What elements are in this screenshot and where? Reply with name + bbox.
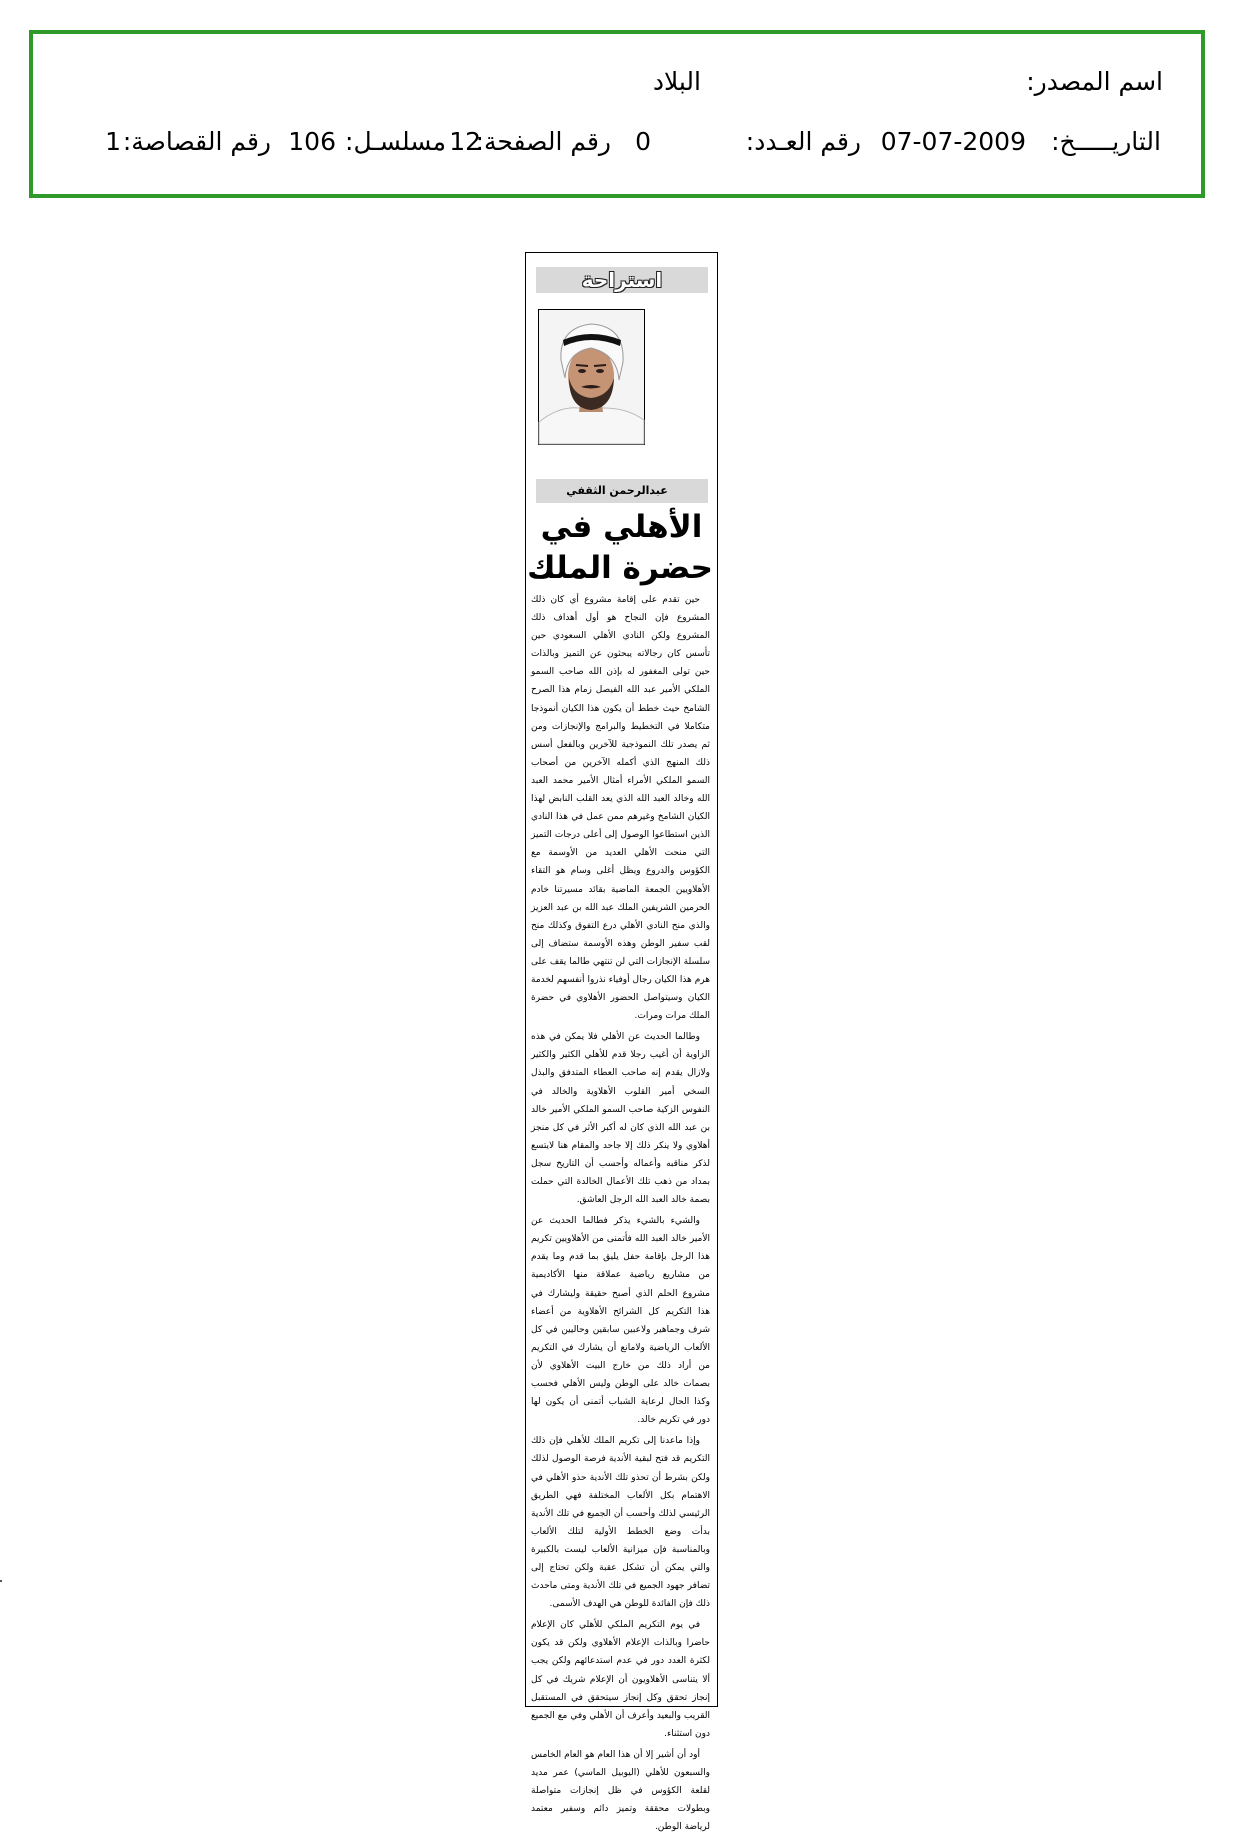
article-clipping xyxy=(525,252,718,1833)
source-value: البلاد xyxy=(652,67,701,96)
metadata-row-details xyxy=(33,122,1201,162)
page-value: 12 xyxy=(449,127,481,156)
author-name: عبدالرحمن الثقفي xyxy=(566,484,668,497)
article-headline xyxy=(527,507,713,589)
author-portrait-image xyxy=(539,310,644,444)
metadata-row-source xyxy=(33,62,1201,102)
article-paragraph: وطالما الحديث عن الأهلي فلا يمكن في هذه الزاوية أن أغيب رجلا قدم للأهلي الكثير والكثير ولازال يقدم إنه صاحب العطاء المتدفق والبذل السخي أمير القلوب الأهلاوية والخالد في النفوس الزكية صاحب السمو الملكي الأمير خالد بن عبد الله الذي كان له أكبر الأثر في كل منجز أهلاوي ولا ينكر ذلك إلا جاحد والمقام هنا لايتسع لذكر مناقبه وأعماله وأحسب أن التاريخ سجل بمداد من ذهب تلك الأعمال الخالدة التي حملت بصمة خالد العبد الله الرجل العاشق. xyxy=(531,1032,710,1206)
issue-value: 0 xyxy=(635,127,651,156)
headline-line-2: حضرة الملك xyxy=(527,550,713,586)
article-paragraph: أود أن أشير إلا أن هذا العام هو العام الخامس والسبعون للأهلي (اليوبيل الماسي) عمر مديد لقلعة الكؤوس في ظل إنجازات متواصلة وبطولات محققة وتميز دائم وسفير معتمد لرياضة الوطن. xyxy=(531,1749,710,1833)
serial-label: مسلسـل: xyxy=(345,127,446,156)
article-paragraph: وإذا ماعدنا إلى تكريم الملك للأهلي فإن ذلك التكريم قد فتح لبقية الأندية فرصة الوصول لذلك ولكن بشرط أن تحذو تلك الأندية حذو الأهلي في الاهتمام بكل الألعاب المختلفة فهي الطريق الرئيسي لذلك وأحسب أن الجميع في تلك الأندية بدأت وضع الخطط الأولية لتلك الألعاب وبالمناسبة فإن ميزانية الألعاب ليست بالكبيرة والتي يمكن أن تشكل عقبة ولكن تحتاج إلى تضافر جهود الجميع في تلك الأندية ومتى ماحدث ذلك فإن الفائدة للوطن هي الهدف الأسمى. xyxy=(531,1436,710,1610)
page-label: رقم الصفحة: xyxy=(475,127,611,156)
author-photo xyxy=(538,309,645,445)
issue-label: رقم العـدد: xyxy=(745,127,861,156)
section-title: استراحة xyxy=(581,268,663,292)
article-paragraph: في يوم التكريم الملكي للأهلي كان الإعلام حاضرا وبالذات الإعلام الأهلاوي ولكن قد يكون لكثرة العدد دور في عدم استدعائهم ولكن يجب ألا يتناسى الأهلاويون أن الإعلام شريك في كل إنجاز تحقق وكل إنجاز سيتحقق في المستقبل القريب والبعيد وأعرف أن الأهلي وفي مع الجميع دون استثناء. xyxy=(531,1620,710,1739)
clipping-label: رقم القصاصة: xyxy=(122,127,271,156)
source-metadata-box xyxy=(29,30,1205,198)
article-paragraph: والشيء بالشيء يذكر فطالما الحديث عن الأمير خالد العبد الله فأتمنى من الأهلاويين تكريم هذا الرجل بإقامة حفل يليق بما قدم وما يقدم من مشاريع رياضية عملاقة منها الأكاديمية مشروع الحلم الذي أصبح حقيقة وليشارك في هذا التكريم كل الشرائح الأهلاوية من أعضاء شرف وجماهير ولاعبين سابقين وحاليين في كل الألعاب الرياضية ولامانع أن يشارك في التكريم من أراد ذلك من خارج البيت الأهلاوي لأن بصمات خالد على الوطن وليس الأهلي فحسب وكذا الحال لرعاية الشباب أتمنى أن يكون لها دور في تكريم خالد. xyxy=(531,1216,710,1426)
date-value: 07-07-2009 xyxy=(880,127,1026,156)
date-label: التاريـــــخ: xyxy=(1051,127,1161,156)
author-name-bar xyxy=(536,479,708,503)
article-paragraph: حين تقدم على إقامة مشروع أي كان ذلك المشروع فإن النجاح هو أول أهداف ذلك المشروع ولكن النادي الأهلي السعودي حين تأسس كان رجالاته يبحثون عن التميز وبالذات حين تولى المغفور له بإذن الله صاحب السمو الملكي الأمير عبد الله الفيصل زمام هذا الصرح الشامخ حيث خطط أن يكون هذا الكيان أنموذجا متكاملا في التخطيط والبرامج والإنجازات ومن ثم يصدر تلك النموذجية للآخرين وبالفعل أسس ذلك المنهج الذي أكمله الآخرين من أصحاب السمو الملكي الأمراء أمثال الأمير محمد العبد الله وخالد العبد الله الذي يعد القلب النابض لهذا الكيان الشامخ وغيرهم ممن عمل في هذا النادي الذين استطاعوا الوصول إلى أعلى درجات التميز التي منحت الأهلي العديد من الأوسمة مع الكؤوس والدروع ويظل أغلى وسام هو التقاء الأهلاويين الجمعة الماضية بقائد مسيرتنا خادم الحرمين الشريفين الملك عبد الله بن عبد العزيز والذي منح النادي الأهلي درع التفوق وكذلك منح لقب سفير الوطن وهذه الأوسمة ستضاف إلى سلسلة الإنجازات التي لن تنتهي طالما يقف على هرم هذا الكيان رجال أوفياء نذروا أنفسهم لخدمة الكيان وسيتواصل الحضور الأهلاوي في حضرة الملك مرات ومرات. xyxy=(531,595,710,1022)
section-header-bar xyxy=(536,267,708,293)
headline-line-1: الأهلي في xyxy=(540,509,703,545)
serial-value: 106 xyxy=(288,127,336,156)
source-label: اسم المصدر: xyxy=(1026,67,1163,96)
clipping-value: 1 xyxy=(105,127,121,156)
article-body xyxy=(531,591,710,1836)
scan-speck xyxy=(0,1580,2,1582)
